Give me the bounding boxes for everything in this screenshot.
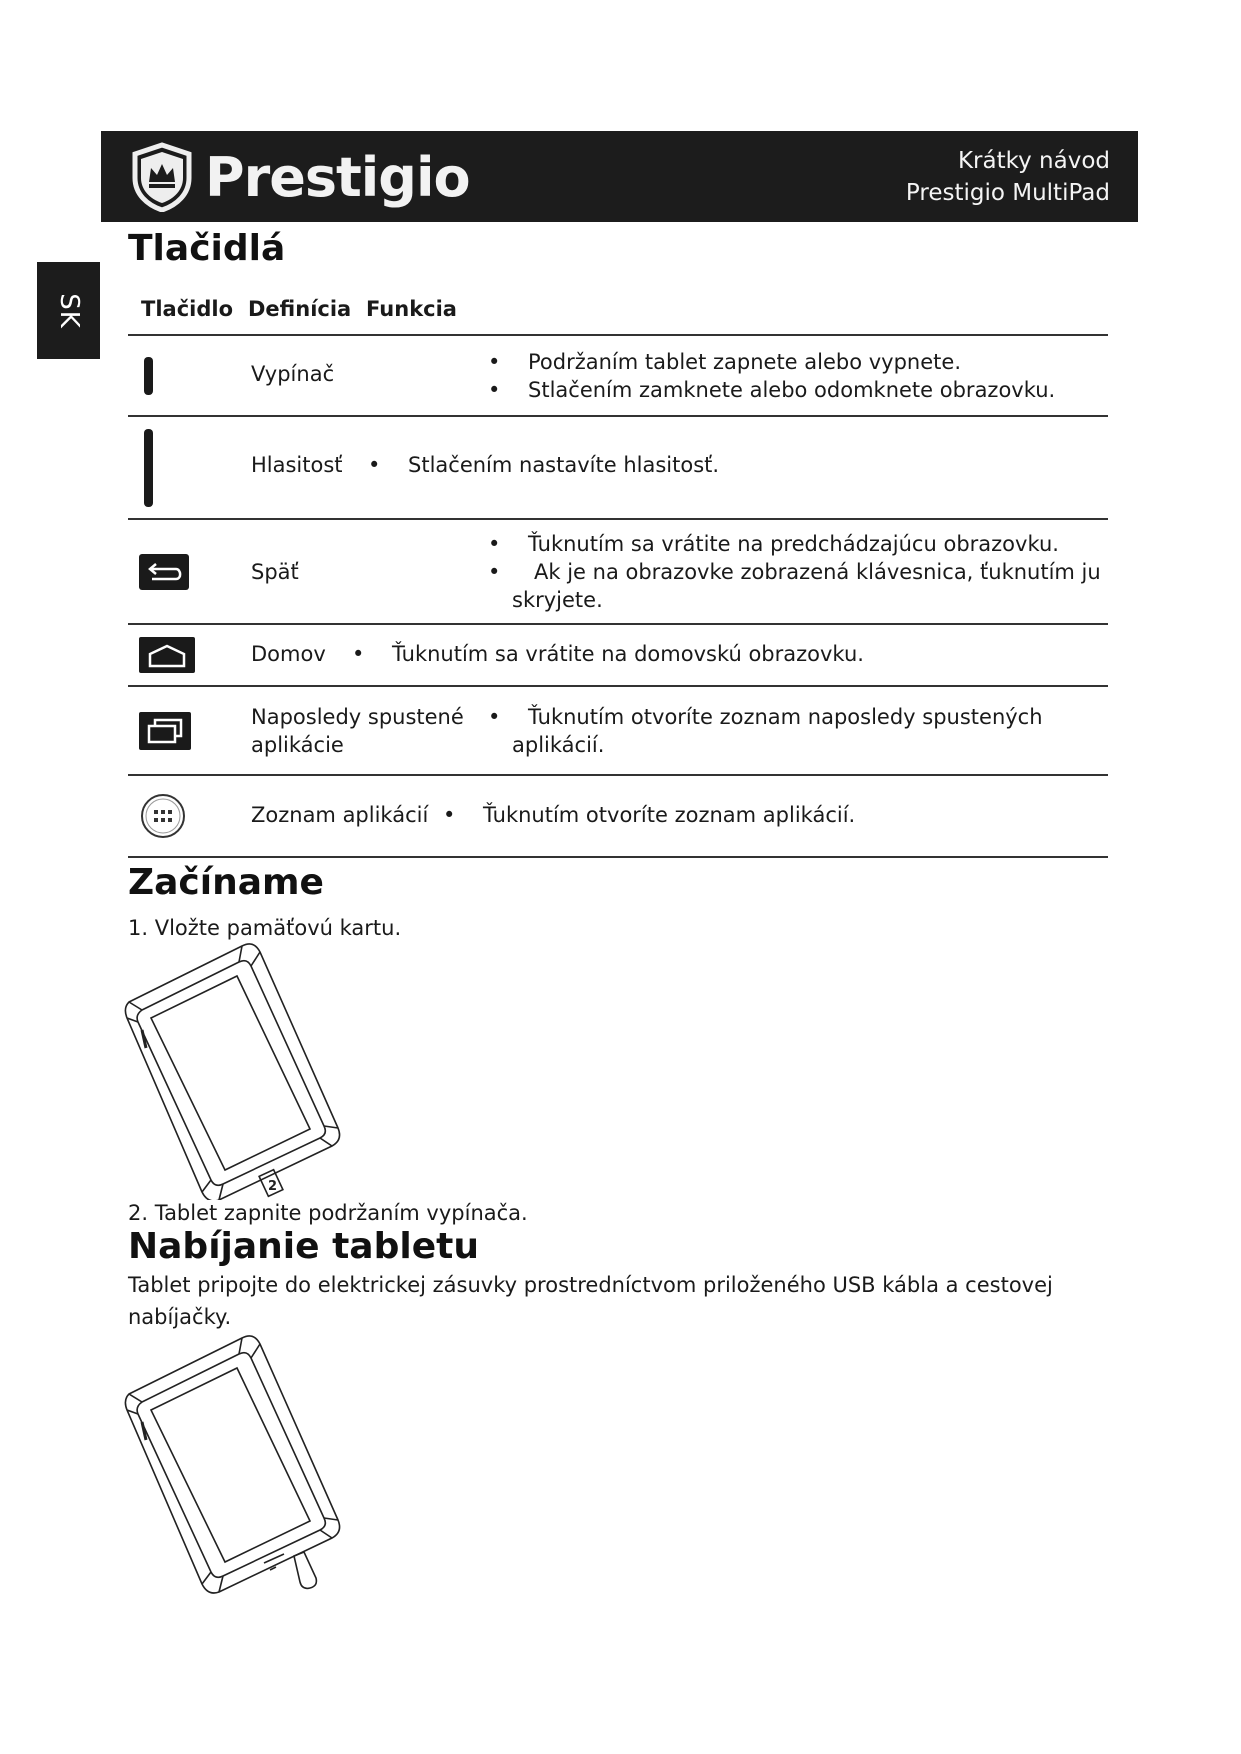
column-header-function: Funkcia bbox=[366, 297, 457, 321]
definition-power: Vypínač bbox=[251, 362, 335, 386]
shield-crown-icon bbox=[129, 142, 195, 212]
table-row: Domov • Ťuknutím sa vrátite na domovskú obrazovku. bbox=[128, 623, 1108, 685]
header-titles bbox=[906, 145, 1110, 209]
charging-text-line-1: Tablet pripojte do elektrickej zásuvky prostredníctvom priloženého USB kábla a cestovej bbox=[128, 1273, 1053, 1297]
definition-recent-apps: Naposledy spustené bbox=[251, 705, 464, 729]
definition-recent-apps-line2: aplikácie bbox=[251, 733, 344, 757]
table-row: Späť • Ťuknutím sa vrátite na predchádzajúcu obrazovku. • Ak je na obrazovke zobrazená klávesnica, ťuknutím ju skryjete. bbox=[128, 518, 1108, 623]
app-list-icon bbox=[138, 776, 208, 856]
section-title-charging: Nabíjanie tabletu bbox=[128, 1226, 479, 1267]
definition-home: Domov bbox=[251, 642, 326, 666]
doc-type: Krátky návod bbox=[957, 148, 1110, 174]
definition-volume: Hlasitosť bbox=[251, 453, 343, 477]
table-row: Zoznam aplikácií • Ťuknutím otvoríte zoznam aplikácií. bbox=[128, 774, 1108, 858]
table-row: Hlasitosť • Stlačením nastavíte hlasitosť. bbox=[128, 415, 1108, 518]
buttons-table bbox=[128, 334, 1108, 858]
definition-back: Späť bbox=[251, 560, 299, 584]
figure-label: 2 bbox=[268, 1179, 278, 1194]
column-header-button: Tlačidlo bbox=[141, 297, 233, 321]
section-title-getting-started: Začíname bbox=[128, 862, 324, 903]
column-header-definition: Definícia bbox=[248, 297, 352, 321]
table-row: Vypínač • Podržaním tablet zapnete alebo vypnete. • Stlačením zamknete alebo odomknete obrazovku. bbox=[128, 334, 1108, 415]
recent-apps-icon bbox=[138, 687, 208, 774]
charging-text-line-2: nabíjačky. bbox=[128, 1305, 232, 1329]
header-bar bbox=[101, 131, 1138, 222]
language-code: SK bbox=[53, 292, 84, 329]
tablet-memory-card-illustration bbox=[124, 938, 344, 1200]
language-tab bbox=[37, 262, 100, 359]
back-icon bbox=[138, 520, 208, 623]
tablet-charging-illustration bbox=[124, 1330, 344, 1610]
step-2-text: 2. Tablet zapnite podržaním vypínača. bbox=[128, 1201, 528, 1225]
step-1-text: 1. Vložte pamäťovú kartu. bbox=[128, 916, 402, 940]
definition-app-list: Zoznam aplikácií bbox=[251, 803, 429, 827]
product-name: Prestigio MultiPad bbox=[905, 180, 1110, 206]
section-title-buttons: Tlačidlá bbox=[128, 228, 286, 269]
table-row: Naposledy spustené aplikácie • Ťuknutím otvoríte zoznam naposledy spustených aplikácií. bbox=[128, 685, 1108, 774]
power-button-icon bbox=[138, 336, 208, 415]
prestigio-logo bbox=[129, 141, 470, 213]
volume-button-icon bbox=[138, 417, 208, 518]
brand-name: Prestigio bbox=[205, 145, 470, 209]
home-icon bbox=[138, 625, 208, 685]
